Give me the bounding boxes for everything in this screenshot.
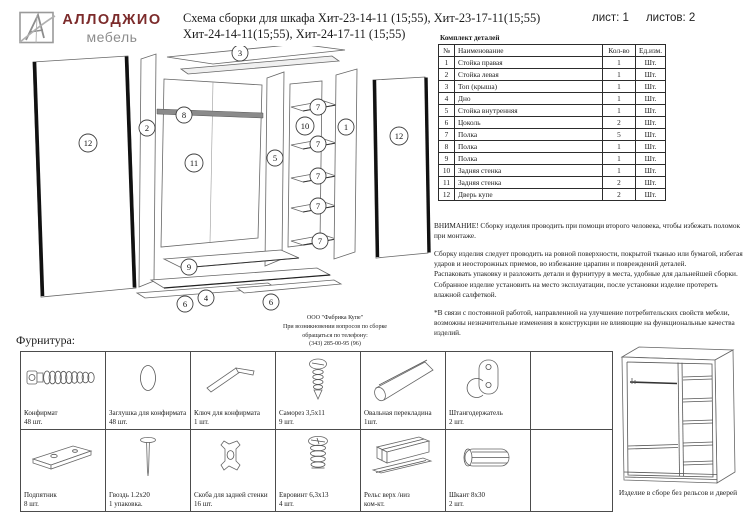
furniture-item-cap: Заглушка для конфирмата 48 шт. [106,352,191,430]
page-title-line2: Хит-24-14-11(15;55), Хит-24-17-11 (15;55) [183,27,406,42]
confirmat-screw-icon [23,354,103,400]
oval-rod-icon [363,354,443,410]
furniture-grid [20,351,613,512]
euro-screw-icon [278,432,358,484]
brand-block [60,13,164,45]
furniture-item-oval-rod: Овальная перекладина 1шт. [361,352,446,430]
manufacturer-phone: (343) 285-00-95 (96) [309,341,361,348]
furniture-item-euro-screw: Евровинт 6,3х13 4 шт. [276,430,361,512]
furniture-item-rod-holder: Штангодержатель 2 шт. [446,352,531,430]
table-row: 12 Дверь купе 2 Шт. [439,189,666,201]
brand-subtitle: мебель [86,28,138,45]
furniture-item-hex-key: Ключ для конфирмата 1 шт. [191,352,276,430]
col-header-name: Наименование [455,45,603,57]
furniture-empty-cell [531,352,613,430]
furniture-item-dowel: Шкант 8х30 2 шт. [446,430,531,512]
col-header-unit: Ед.изм. [636,45,666,57]
svg-text:7: 7 [317,236,323,246]
svg-text:6: 6 [268,297,274,307]
parts-table [438,44,666,201]
col-header-num: № [439,45,455,57]
sheet-info [592,12,742,24]
bottom-boards-part [137,250,341,298]
furniture-item-foot-glide: Подпятник 8 шт. [21,430,106,512]
assembled-wardrobe-drawing [615,341,745,487]
assembly-note-2: Распаковать упаковку и разложить детали и фурнитуру в места, удобные для дальнейшей сборки. [434,269,738,279]
svg-text:5: 5 [272,153,278,163]
assembly-note-3: Собранное изделие установить на место эксплуатации, после установки изделие протереть влажной салфеткой. [434,279,718,300]
right-door-part [373,77,429,258]
cap-icon [108,354,188,402]
svg-text:3: 3 [237,48,243,58]
svg-text:12: 12 [83,138,93,148]
furniture-item-self-tapping-screw: Саморез 3,5х11 9 шт. [276,352,361,430]
svg-text:7: 7 [315,139,321,149]
svg-text:11: 11 [189,158,199,168]
table-row: 8 Полка 1 Шт. [439,141,666,153]
table-row: 9 Полка 1 Шт. [439,153,666,165]
inner-upright-part [265,72,284,266]
svg-text:4: 4 [203,293,209,303]
svg-text:7: 7 [315,171,321,181]
table-row: 10 Задняя стенка 1 Шт. [439,165,666,177]
furniture-section-title: Фурнитура: [16,333,76,347]
table-row: 11 Задняя стенка 2 Шт. [439,177,666,189]
left-side-panel-part [139,54,156,287]
nail-icon [108,432,188,484]
table-row: 4 Дно 1 Шт. [439,93,666,105]
table-row: 3 Топ (крыша) 1 Шт. [439,81,666,93]
table-row: 7 Полка 5 Шт. [439,129,666,141]
rod-holder-icon [448,354,528,410]
foot-glide-icon [23,432,103,484]
furniture-item-rail: Рельс верх /низ ком-кт. [361,430,446,512]
manufacturer-line2: При возникновении вопросов по сборке [282,323,388,330]
attention-note: ВНИМАНИЕ! Сборку изделия проводить при помощи второго человека, чтобы избежать поломок при монтаже. [434,221,741,241]
rail-icon [363,432,443,488]
svg-text:12: 12 [394,131,404,141]
furniture-item-nail: Гвоздь 1.2х20 1 упаковка. [106,430,191,512]
brand-logo-icon [19,11,56,44]
parts-table-title: Комплект деталей [440,34,500,42]
furniture-item-confirmat: Конфирмат 48 шт. [21,352,106,430]
svg-text:2: 2 [144,123,150,133]
sheet-number: лист: 1 [592,12,629,24]
back-wall-bracket-icon [193,432,273,484]
disclaimer-note: *В связи с постоянной работой, направленной на улучшение потребительских свойств мебели, возможны незначительные изменения в конструкции не влияющие на функциональные качества изделий. [434,307,735,338]
svg-text:6: 6 [182,299,188,309]
table-row: 6 Цоколь 2 Шт. [439,117,666,129]
svg-text:7: 7 [315,102,321,112]
top-board-part [167,46,345,74]
svg-text:9: 9 [186,262,192,272]
furniture-empty-cell [531,430,613,512]
manufacturer-info [245,314,425,349]
hex-key-icon [193,354,273,402]
svg-text:7: 7 [315,201,321,211]
right-side-panel-part [334,69,357,259]
page-title-line1: Схема сборки для шкафа Хит-23-14-11 (15;55), Хит-23-17-11(15;55) [183,11,541,25]
manufacturer-company: ООО "Фабрика Купе" [306,315,364,321]
assembled-wardrobe-caption: Изделие в сборе без рельсов и дверей [618,488,738,497]
manufacturer-line3: обращаться по телефону: [302,332,368,339]
svg-text:10: 10 [300,121,310,131]
dowel-icon [448,432,528,488]
table-row: 5 Стойка внутренняя 1 Шт. [439,105,666,117]
self-tapping-screw-icon [278,354,358,406]
assembly-note-1: Сборку изделия следует проводить на ровной поверхности, покрытой тканью или бумагой, избегая ударов и неосторожных приемов, во избежание царапин и повреждений деталей. [434,248,743,269]
exploded-diagram [22,46,434,318]
table-row: 2 Стойка левая 1 Шт. [439,69,666,81]
parts-table-header-row [439,45,666,57]
left-door-part [33,56,136,297]
table-row: 1 Стойка правая 1 Шт. [439,57,666,69]
back-wall-left-part [157,79,263,247]
brand-name: АЛЛОДЖИО [62,12,162,28]
col-header-qty: Кол-во [603,45,636,57]
svg-text:1: 1 [343,122,349,132]
page-title [183,10,573,43]
sheets-total: листов: 2 [645,12,696,24]
furniture-item-back-wall-bracket: Скоба для задней стенки 16 шт. [191,430,276,512]
svg-text:8: 8 [181,110,187,120]
notices-block [434,221,745,346]
